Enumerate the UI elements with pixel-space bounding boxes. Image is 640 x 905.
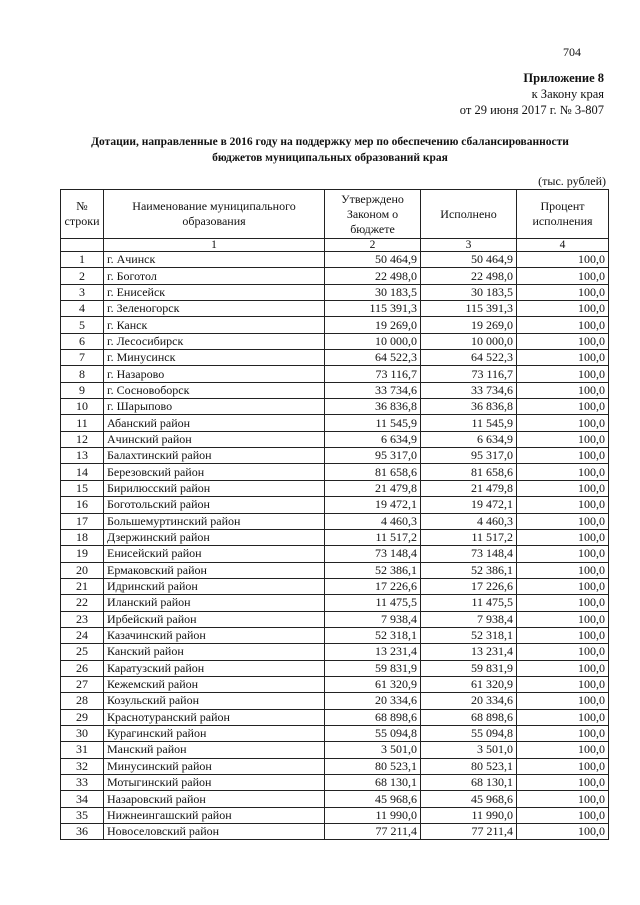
municipality-name-cell: Идринский район [104, 578, 325, 594]
execution-percent-cell: 100,0 [517, 333, 609, 349]
table-row [61, 709, 609, 725]
table-row [61, 480, 609, 496]
approved-amount-cell: 22 498,0 [325, 268, 421, 284]
row-number-cell: 12 [61, 431, 104, 447]
municipality-name-cell: г. Ачинск [104, 252, 325, 268]
table-header-row [61, 190, 609, 239]
municipality-name-cell: Енисейский район [104, 546, 325, 562]
row-number-cell: 35 [61, 807, 104, 823]
table-row [61, 529, 609, 545]
row-number-cell: 10 [61, 399, 104, 415]
approved-amount-cell: 36 836,8 [325, 399, 421, 415]
executed-amount-cell: 73 148,4 [421, 546, 517, 562]
municipality-name-cell: Казачинский район [104, 627, 325, 643]
approved-amount-cell: 19 269,0 [325, 317, 421, 333]
execution-percent-cell: 100,0 [517, 578, 609, 594]
table-row [61, 382, 609, 398]
executed-amount-cell: 7 938,4 [421, 611, 517, 627]
execution-percent-cell: 100,0 [517, 366, 609, 382]
table-row [61, 562, 609, 578]
table-row [61, 317, 609, 333]
approved-amount-cell: 11 475,5 [325, 595, 421, 611]
execution-percent-cell: 100,0 [517, 562, 609, 578]
executed-amount-cell: 11 990,0 [421, 807, 517, 823]
executed-amount-cell: 33 734,6 [421, 382, 517, 398]
execution-percent-cell: 100,0 [517, 382, 609, 398]
approved-amount-cell: 73 116,7 [325, 366, 421, 382]
row-number-cell: 21 [61, 578, 104, 594]
municipality-name-cell: Каратузский район [104, 660, 325, 676]
row-number-cell: 6 [61, 333, 104, 349]
page-number: 704 [563, 45, 581, 59]
table-row [61, 268, 609, 284]
row-number-cell: 15 [61, 480, 104, 496]
approved-amount-cell: 7 938,4 [325, 611, 421, 627]
execution-percent-cell: 100,0 [517, 676, 609, 692]
municipality-name-cell: Дзержинский район [104, 529, 325, 545]
municipality-name-cell: г. Енисейск [104, 284, 325, 300]
approved-amount-cell: 33 734,6 [325, 382, 421, 398]
table-row [61, 595, 609, 611]
municipality-name-cell: г. Минусинск [104, 350, 325, 366]
executed-amount-cell: 95 317,0 [421, 448, 517, 464]
execution-percent-cell: 100,0 [517, 791, 609, 807]
executed-amount-cell: 6 634,9 [421, 431, 517, 447]
execution-percent-cell: 100,0 [517, 595, 609, 611]
municipality-name-cell: Нижнеингашский район [104, 807, 325, 823]
executed-amount-cell: 11 517,2 [421, 529, 517, 545]
execution-percent-cell: 100,0 [517, 644, 609, 660]
municipality-name-cell: Мотыгинский район [104, 775, 325, 791]
table-row [61, 415, 609, 431]
execution-percent-cell: 100,0 [517, 448, 609, 464]
approved-amount-cell: 4 460,3 [325, 513, 421, 529]
approved-amount-cell: 61 320,9 [325, 676, 421, 692]
municipality-name-cell: Ирбейский район [104, 611, 325, 627]
executed-amount-cell: 30 183,5 [421, 284, 517, 300]
table-row [61, 448, 609, 464]
approved-amount-cell: 11 517,2 [325, 529, 421, 545]
approved-amount-cell: 68 130,1 [325, 775, 421, 791]
executed-amount-cell: 68 898,6 [421, 709, 517, 725]
approved-amount-cell: 21 479,8 [325, 480, 421, 496]
row-number-cell: 31 [61, 742, 104, 758]
execution-percent-cell: 100,0 [517, 546, 609, 562]
document-title-line-1: Дотации, направленные в 2016 году на поддержку мер по обеспечению сбалансированности [91, 136, 569, 148]
row-number-cell: 29 [61, 709, 104, 725]
execution-percent-cell: 100,0 [517, 350, 609, 366]
row-number-cell: 32 [61, 758, 104, 774]
approved-amount-cell: 10 000,0 [325, 333, 421, 349]
municipality-name-cell: г. Боготол [104, 268, 325, 284]
municipality-name-cell: Кежемский район [104, 676, 325, 692]
row-number-cell: 8 [61, 366, 104, 382]
municipality-name-cell: г. Зеленогорск [104, 301, 325, 317]
municipality-name-cell: Балахтинский район [104, 448, 325, 464]
approved-amount-cell: 68 898,6 [325, 709, 421, 725]
approved-amount-cell: 80 523,1 [325, 758, 421, 774]
approved-amount-cell: 6 634,9 [325, 431, 421, 447]
column-number: 2 [325, 239, 421, 252]
executed-amount-cell: 64 522,3 [421, 350, 517, 366]
row-number-cell: 19 [61, 546, 104, 562]
execution-percent-cell: 100,0 [517, 399, 609, 415]
execution-percent-cell: 100,0 [517, 693, 609, 709]
execution-percent-cell: 100,0 [517, 317, 609, 333]
table-row [61, 301, 609, 317]
executed-amount-cell: 13 231,4 [421, 644, 517, 660]
row-number-cell: 16 [61, 497, 104, 513]
executed-amount-cell: 77 211,4 [421, 824, 517, 840]
table-row [61, 350, 609, 366]
table-row [61, 252, 609, 268]
table-row [61, 431, 609, 447]
executed-amount-cell: 20 334,6 [421, 693, 517, 709]
execution-percent-cell: 100,0 [517, 758, 609, 774]
municipality-name-cell: Краснотуранский район [104, 709, 325, 725]
table-row [61, 758, 609, 774]
municipality-name-cell: г. Сосновоборск [104, 382, 325, 398]
executed-amount-cell: 3 501,0 [421, 742, 517, 758]
row-number-cell: 30 [61, 725, 104, 741]
row-number-cell: 9 [61, 382, 104, 398]
executed-amount-cell: 55 094,8 [421, 725, 517, 741]
municipality-name-cell: Большемуртинский район [104, 513, 325, 529]
municipality-name-cell: Манский район [104, 742, 325, 758]
appendix-law-date: от 29 июня 2017 г. № 3-807 [459, 103, 604, 117]
row-number-cell: 24 [61, 627, 104, 643]
execution-percent-cell: 100,0 [517, 529, 609, 545]
execution-percent-cell: 100,0 [517, 497, 609, 513]
municipality-name-cell: Назаровский район [104, 791, 325, 807]
municipality-name-cell: Боготольский район [104, 497, 325, 513]
approved-amount-cell: 52 318,1 [325, 627, 421, 643]
executed-amount-cell: 10 000,0 [421, 333, 517, 349]
execution-percent-cell: 100,0 [517, 824, 609, 840]
execution-percent-cell: 100,0 [517, 464, 609, 480]
table-row [61, 693, 609, 709]
table-row [61, 366, 609, 382]
executed-amount-cell: 68 130,1 [421, 775, 517, 791]
row-number-cell: 28 [61, 693, 104, 709]
row-number-cell: 11 [61, 415, 104, 431]
executed-amount-cell: 11 475,5 [421, 595, 517, 611]
approved-amount-cell: 17 226,6 [325, 578, 421, 594]
approved-amount-cell: 95 317,0 [325, 448, 421, 464]
municipality-name-cell: г. Назарово [104, 366, 325, 382]
approved-amount-cell: 3 501,0 [325, 742, 421, 758]
row-number-cell: 26 [61, 660, 104, 676]
executed-amount-cell: 19 269,0 [421, 317, 517, 333]
executed-amount-cell: 50 464,9 [421, 252, 517, 268]
approved-amount-cell: 11 990,0 [325, 807, 421, 823]
column-number: 1 [104, 239, 325, 252]
header-municipality-name: Наименование муниципального образования [104, 190, 325, 239]
executed-amount-cell: 4 460,3 [421, 513, 517, 529]
execution-percent-cell: 100,0 [517, 301, 609, 317]
execution-percent-cell: 100,0 [517, 611, 609, 627]
execution-percent-cell: 100,0 [517, 725, 609, 741]
column-number: 3 [421, 239, 517, 252]
row-number-cell: 3 [61, 284, 104, 300]
table-row [61, 611, 609, 627]
approved-amount-cell: 64 522,3 [325, 350, 421, 366]
table-row [61, 742, 609, 758]
approved-amount-cell: 50 464,9 [325, 252, 421, 268]
execution-percent-cell: 100,0 [517, 480, 609, 496]
row-number-cell: 2 [61, 268, 104, 284]
header-approved-amount: Утверждено Законом о бюджете [325, 190, 421, 239]
executed-amount-cell: 19 472,1 [421, 497, 517, 513]
approved-amount-cell: 52 386,1 [325, 562, 421, 578]
municipality-name-cell: г. Шарыпово [104, 399, 325, 415]
approved-amount-cell: 30 183,5 [325, 284, 421, 300]
table-row [61, 775, 609, 791]
municipality-name-cell: Березовский район [104, 464, 325, 480]
row-number-cell: 27 [61, 676, 104, 692]
execution-percent-cell: 100,0 [517, 660, 609, 676]
column-number: 4 [517, 239, 609, 252]
appendix-title: Приложение 8 [523, 71, 604, 85]
municipality-name-cell: Козульский район [104, 693, 325, 709]
table-row [61, 660, 609, 676]
table-row [61, 333, 609, 349]
column-number [61, 239, 104, 252]
header-row-number: № строки [61, 190, 104, 239]
municipality-name-cell: Минусинский район [104, 758, 325, 774]
execution-percent-cell: 100,0 [517, 742, 609, 758]
table-row [61, 644, 609, 660]
municipality-name-cell: Абанский район [104, 415, 325, 431]
executed-amount-cell: 11 545,9 [421, 415, 517, 431]
execution-percent-cell: 100,0 [517, 252, 609, 268]
table-row [61, 497, 609, 513]
table-row [61, 725, 609, 741]
appendix-law-reference: к Закону края [531, 87, 604, 101]
table-row [61, 578, 609, 594]
executed-amount-cell: 80 523,1 [421, 758, 517, 774]
units-label: (тыс. рублей) [538, 174, 606, 188]
row-number-cell: 4 [61, 301, 104, 317]
row-number-cell: 23 [61, 611, 104, 627]
approved-amount-cell: 13 231,4 [325, 644, 421, 660]
approved-amount-cell: 19 472,1 [325, 497, 421, 513]
row-number-cell: 20 [61, 562, 104, 578]
execution-percent-cell: 100,0 [517, 268, 609, 284]
table-row [61, 627, 609, 643]
row-number-cell: 1 [61, 252, 104, 268]
municipality-name-cell: Ермаковский район [104, 562, 325, 578]
executed-amount-cell: 17 226,6 [421, 578, 517, 594]
row-number-cell: 7 [61, 350, 104, 366]
municipality-name-cell: Канский район [104, 644, 325, 660]
municipality-name-cell: Иланский район [104, 595, 325, 611]
execution-percent-cell: 100,0 [517, 627, 609, 643]
row-number-cell: 22 [61, 595, 104, 611]
row-number-cell: 17 [61, 513, 104, 529]
municipality-name-cell: Бирилюсский район [104, 480, 325, 496]
row-number-cell: 25 [61, 644, 104, 660]
executed-amount-cell: 115 391,3 [421, 301, 517, 317]
executed-amount-cell: 59 831,9 [421, 660, 517, 676]
executed-amount-cell: 61 320,9 [421, 676, 517, 692]
execution-percent-cell: 100,0 [517, 807, 609, 823]
approved-amount-cell: 20 334,6 [325, 693, 421, 709]
document-title [60, 134, 600, 166]
execution-percent-cell: 100,0 [517, 775, 609, 791]
municipality-name-cell: Новоселовский район [104, 824, 325, 840]
table-row [61, 807, 609, 823]
executed-amount-cell: 52 318,1 [421, 627, 517, 643]
executed-amount-cell: 81 658,6 [421, 464, 517, 480]
execution-percent-cell: 100,0 [517, 709, 609, 725]
row-number-cell: 34 [61, 791, 104, 807]
approved-amount-cell: 11 545,9 [325, 415, 421, 431]
approved-amount-cell: 45 968,6 [325, 791, 421, 807]
row-number-cell: 13 [61, 448, 104, 464]
executed-amount-cell: 22 498,0 [421, 268, 517, 284]
document-title-line-2: бюджетов муниципальных образований края [212, 152, 448, 164]
header-executed-amount: Исполнено [421, 190, 517, 239]
row-number-cell: 36 [61, 824, 104, 840]
table-row [61, 513, 609, 529]
approved-amount-cell: 115 391,3 [325, 301, 421, 317]
row-number-cell: 33 [61, 775, 104, 791]
execution-percent-cell: 100,0 [517, 415, 609, 431]
table-row [61, 464, 609, 480]
appendix-block [460, 70, 604, 118]
executed-amount-cell: 52 386,1 [421, 562, 517, 578]
execution-percent-cell: 100,0 [517, 284, 609, 300]
subsidies-table [60, 189, 609, 840]
executed-amount-cell: 73 116,7 [421, 366, 517, 382]
municipality-name-cell: г. Канск [104, 317, 325, 333]
table-row [61, 791, 609, 807]
table-body [61, 252, 609, 840]
row-number-cell: 18 [61, 529, 104, 545]
executed-amount-cell: 21 479,8 [421, 480, 517, 496]
executed-amount-cell: 36 836,8 [421, 399, 517, 415]
municipality-name-cell: г. Лесосибирск [104, 333, 325, 349]
row-number-cell: 14 [61, 464, 104, 480]
approved-amount-cell: 55 094,8 [325, 725, 421, 741]
executed-amount-cell: 45 968,6 [421, 791, 517, 807]
execution-percent-cell: 100,0 [517, 513, 609, 529]
approved-amount-cell: 77 211,4 [325, 824, 421, 840]
table-row [61, 546, 609, 562]
execution-percent-cell: 100,0 [517, 431, 609, 447]
approved-amount-cell: 81 658,6 [325, 464, 421, 480]
row-number-cell: 5 [61, 317, 104, 333]
table-row [61, 284, 609, 300]
municipality-name-cell: Ачинский район [104, 431, 325, 447]
approved-amount-cell: 59 831,9 [325, 660, 421, 676]
table-row [61, 399, 609, 415]
municipality-name-cell: Курагинский район [104, 725, 325, 741]
table-row [61, 676, 609, 692]
header-execution-percent: Процент исполнения [517, 190, 609, 239]
table-row [61, 824, 609, 840]
column-number-row [61, 239, 609, 252]
approved-amount-cell: 73 148,4 [325, 546, 421, 562]
